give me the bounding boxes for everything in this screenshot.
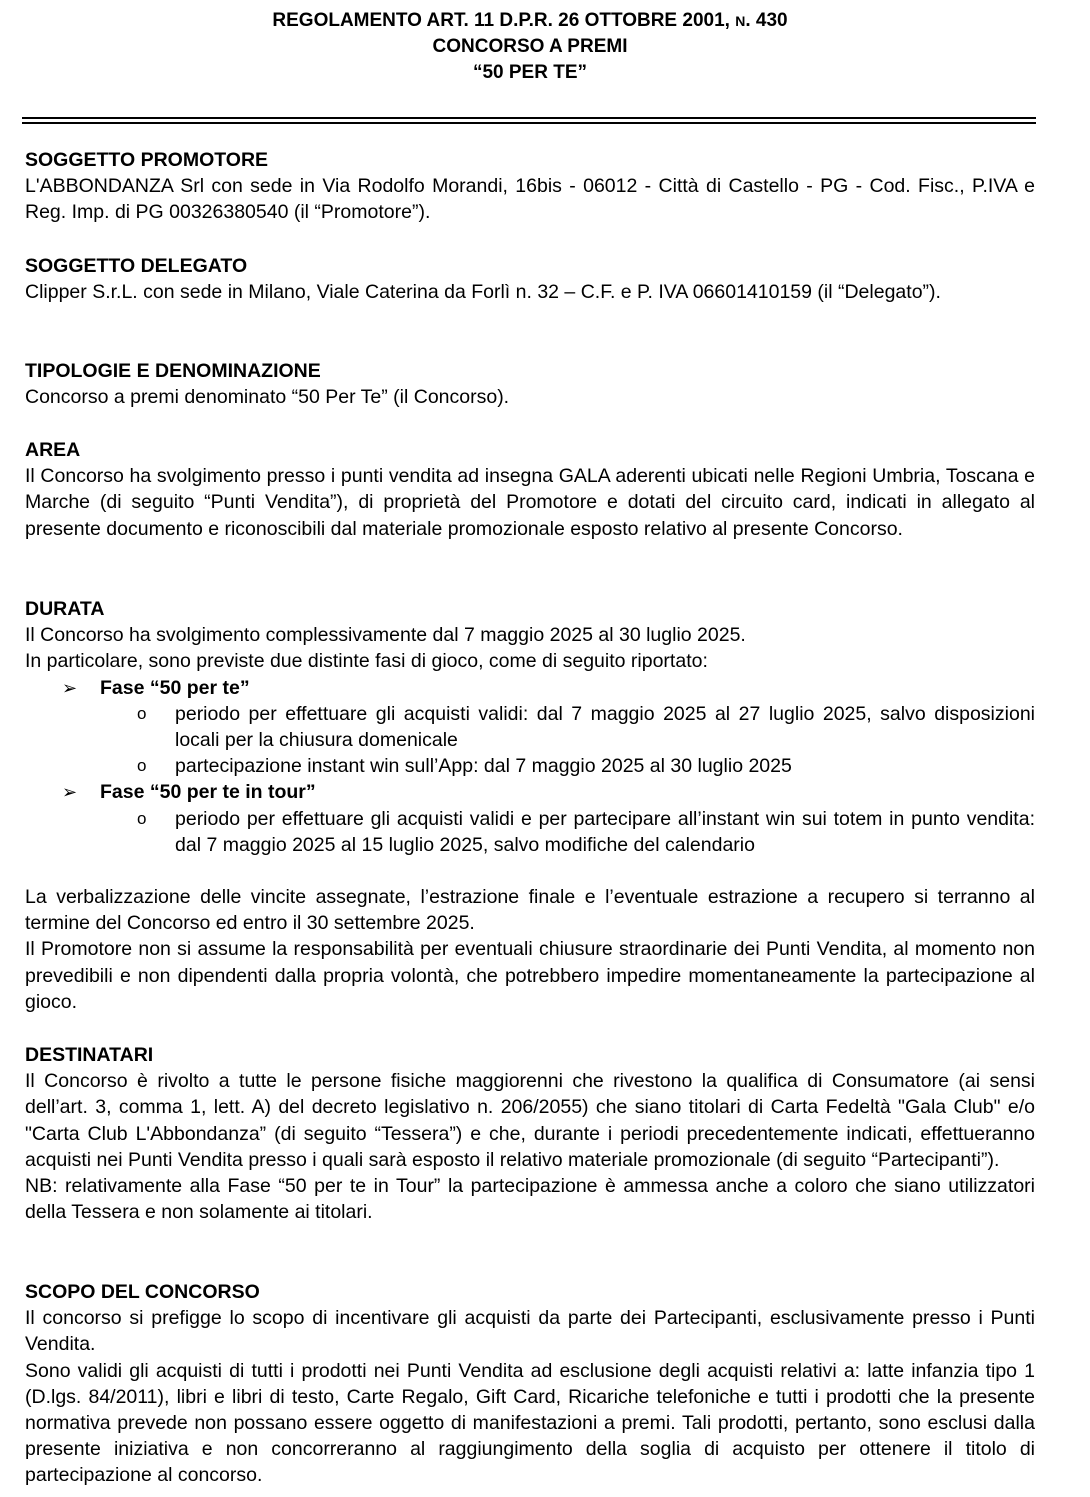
document-title-line-2: CONCORSO A PREMI [432, 36, 628, 57]
section-title: AREA [25, 439, 81, 461]
section-text: L'ABBONDANZA Srl con sede in Via Rodolfo Morandi, 16bis - 06012 - Città di Castello - PG - Cod. Fisc., P.IVA e Reg. Imp. di PG 00326380540 (il “Promotore”). [25, 175, 1035, 224]
durata-para-2: Il Promotore non si assume la responsabilità per eventuali chiusure straordinarie dei Punti Vendita, al momento non prevedibili e non dipendenti dalla propria volontà, che potrebbero impedire momentaneamente la partecipazione al gioco. [25, 938, 1035, 1013]
phase-2-item [25, 806, 1035, 858]
phase-name: Fase “50 per te in tour” [100, 781, 316, 804]
section-title: SOGGETTO PROMOTORE [25, 149, 269, 171]
section-text: Il Concorso ha svolgimento presso i punti vendita ad insegna GALA aderenti ubicati nelle Regioni Umbria, Toscana e Marche (di seguito “Punti Vendita”), di proprietà del Promotore e dotati del circuito card, indicati in allegato al presente documento e riconoscibili dal materiale promozionale esposto relativo al presente Concorso. [25, 465, 1035, 540]
circle-bullet-icon: o [137, 703, 147, 723]
phase-item-text: partecipazione instant win sull’App: dal 7 maggio 2025 al 30 luglio 2025 [175, 755, 792, 778]
circle-bullet-icon: o [137, 808, 147, 828]
section-scopo [25, 1279, 1035, 1489]
document-title-line-1 [0, 8, 1060, 34]
section-title: DURATA [25, 598, 105, 620]
phase-1-item [25, 753, 1035, 779]
section-tipologie [25, 358, 1035, 410]
section-text: Concorso a premi denominato “50 Per Te” (il Concorso). [25, 386, 510, 409]
phase-item-text: periodo per effettuare gli acquisti validi e per partecipare all’instant win sui totem in punto vendita: dal 7 maggio 2025 al 15 luglio 2025, salvo modifiche del calendario [175, 807, 1035, 856]
phase-1-item [25, 701, 1035, 753]
phase-item-text: periodo per effettuare gli acquisti validi: dal 7 maggio 2025 al 27 luglio 2025, salvo disposizioni locali per la chiusura domenicale [175, 702, 1035, 752]
scopo-para-1: Il concorso si prefigge lo scopo di incentivare gli acquisti da parte dei Partecipanti, esclusivamente presso i Punti Vendita. [25, 1307, 1035, 1356]
section-delegato [25, 253, 1035, 305]
arrow-bullet-icon: ➢ [62, 677, 78, 698]
durata-line-1: Il Concorso ha svolgimento complessivamente dal 7 maggio 2025 al 30 luglio 2025. [25, 624, 746, 647]
title-end: . 430 [745, 10, 788, 31]
section-text: Il Concorso è rivolto a tutte le persone fisiche maggiorenni che rivestono la qualifica di Consumatore (ai sensi dell’art. 3, comma 1, lett. A) del decreto legislativo n. 206/2055) che siano titolari di Carta Fedeltà "Gala Club" e/o "Carta Club L'Abbondanza” (di seguito “Tessera”) e che, durante i periodi precedentemente indicati, effettueranno acquisti nei Punti Vendita presso i quali sarà esposto il relativo materiale promozionale (di seguito “Partecipanti”). [25, 1070, 1035, 1171]
section-title: SOGGETTO DELEGATO [25, 255, 248, 277]
section-destinatari [25, 1042, 1035, 1225]
destinatari-nb: NB: relativamente alla Fase “50 per te in Tour” la partecipazione è ammessa anche a coloro che siano utilizzatori della Tessera e non solamente ai titolari. [25, 1175, 1035, 1224]
title-small-caps: N [735, 13, 746, 29]
arrow-bullet-icon: ➢ [62, 782, 78, 803]
section-promotore [25, 147, 1035, 226]
section-title: DESTINATARI [25, 1044, 154, 1066]
section-durata [25, 596, 1035, 1015]
header-divider-top [22, 117, 1036, 119]
durata-para-1: La verbalizzazione delle vincite assegnate, l’estrazione finale e l’eventuale estrazione a recupero si terranno al termine del Concorso ed entro il 30 settembre 2025. [25, 886, 1035, 935]
durata-line-2: In particolare, sono previste due distinte fasi di gioco, come di seguito riportato: [25, 650, 708, 673]
section-text: Clipper S.r.L. con sede in Milano, Viale Caterina da Forlì n. 32 – C.F. e P. IVA 06601410159 (il “Delegato”). [25, 281, 941, 304]
circle-bullet-icon: o [137, 756, 147, 776]
document-title-line-3: “50 PER TE” [472, 62, 588, 83]
phase-2-heading [25, 779, 1035, 805]
section-title: TIPOLOGIE E DENOMINAZIONE [25, 360, 321, 382]
title-main: REGOLAMENTO ART. 11 D.P.R. 26 OTTOBRE 2001, [272, 10, 736, 31]
header-divider-bottom [22, 122, 1036, 124]
scopo-para-2: Sono validi gli acquisti di tutti i prodotti nei Punti Vendita ad esclusione degli acquisti relativi a: latte infanzia tipo 1 (D.lgs. 84/2011), libri e libri di testo, Carte Regalo, Gift Card, Ricariche telefoniche e tutti i prodotti che la presente normativa prevede non possano essere oggetto di manifestazioni a premi. Tali prodotti, pertanto, sono esclusi dalla presente iniziativa e non concorreranno al raggiungimento della soglia di acquisto per ottenere il titolo di partecipazione al concorso. [25, 1359, 1035, 1487]
phase-name: Fase “50 per te” [100, 676, 250, 699]
section-title: SCOPO DEL CONCORSO [25, 1281, 260, 1303]
section-area [25, 437, 1035, 542]
phase-1-heading [25, 675, 1035, 701]
